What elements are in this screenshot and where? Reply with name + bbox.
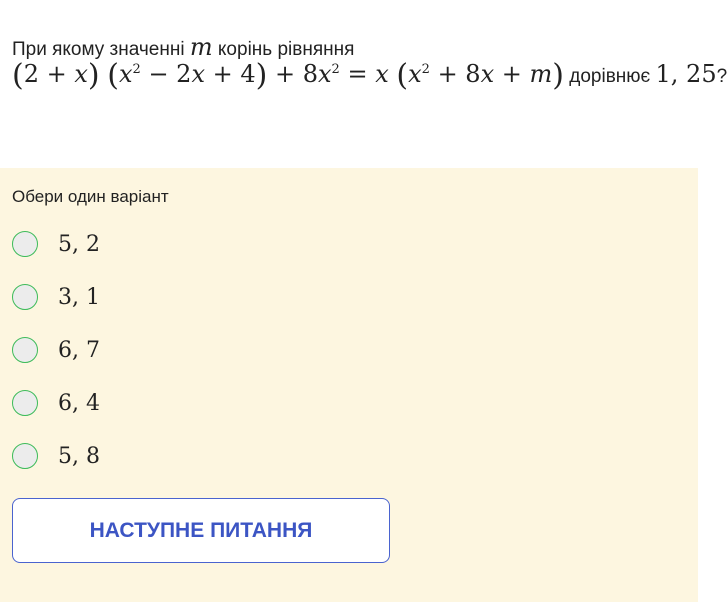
radio-button[interactable] (12, 390, 38, 416)
question-line2-suffix: дорівнює (563, 66, 656, 87)
answer-option-5[interactable] (12, 440, 312, 472)
answer-option-3[interactable] (12, 334, 312, 366)
radio-button[interactable] (12, 284, 38, 310)
radio-button[interactable] (12, 231, 38, 257)
question-variable: m (189, 33, 213, 61)
question-text-line1 (12, 33, 354, 61)
answer-option-label: 3, 1 (58, 284, 100, 310)
question-text-suffix: корінь рівняння (212, 39, 355, 60)
answer-option-4[interactable] (12, 387, 312, 419)
answer-option-2[interactable] (12, 281, 312, 313)
next-question-button[interactable]: НАСТУПНЕ ПИТАННЯ (12, 498, 390, 563)
answer-prompt: Обери один варіант (12, 187, 169, 206)
answer-option-1[interactable] (12, 228, 312, 260)
question-mark: ? (716, 66, 727, 87)
equation: (2 + x) $(x^2 - 2x + 4) + 8x^2 = x$ $(x^2 + 8x + m)$ (12, 58, 564, 93)
question-text-prefix: При якому значенні (12, 39, 190, 60)
answer-option-label: 6, 4 (58, 390, 100, 416)
answer-option-label: 5, 8 (58, 443, 100, 469)
answer-panel (0, 168, 698, 602)
radio-button[interactable] (12, 337, 38, 363)
radio-button[interactable] (12, 443, 38, 469)
question-text-line2 (12, 60, 727, 91)
question-value: 1, 25 (655, 60, 717, 88)
answer-option-label: 6, 7 (58, 337, 100, 363)
question-area (0, 0, 727, 168)
answer-option-label: 5, 2 (58, 231, 100, 257)
